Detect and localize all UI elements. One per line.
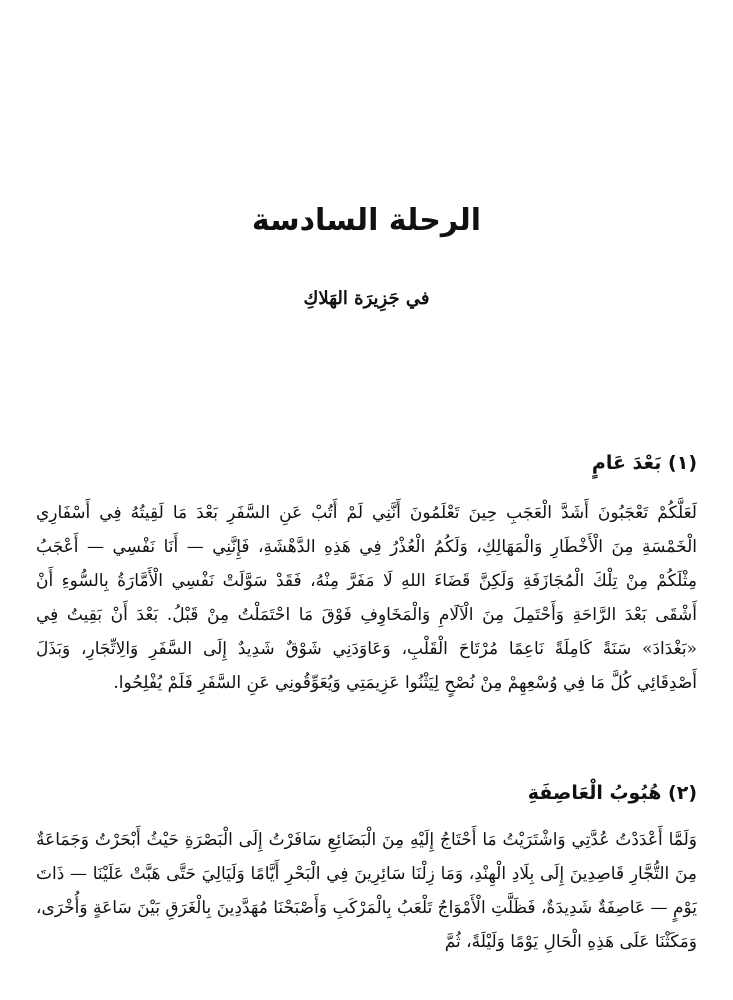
section-paragraph-2: وَلَمَّا أَعْدَدْتُ عُدَّتِي وَاشْتَرَيْتُ مَا أَحْتَاجُ إِلَيْهِ مِنَ الْبَضَائِعِ سَافَرْتُ إِلَى الْبَصْرَةِ حَيْثُ أَبْحَرْتُ وَجَمَاعَةٌ مِنَ التُّجَّارِ قَاصِدِينَ إِلَى بِلَادِ الْهِنْدِ، وَمَا زِلْنَا سَائِرِينَ فِي الْبَحْرِ أَيَّامًا وَلَيَالِيَ حَتَّى هَبَّتْ عَلَيْنَا — ذَاتَ يَوْمٍ — عَاصِفَةٌ شَدِيدَةٌ، فَظَلَّتِ الْأَمْوَاجُ تَلْعَبُ بِالْمَرْكَبِ وَأَصْبَحْنَا مُهَدَّدِينَ بِالْغَرَقِ بَيْنَ سَاعَةٍ وَأُخْرَى، وَمَكَثْنَا عَلَى هَذِهِ الْحَالِ يَوْمًا وَلَيْلَةً، ثُمَّ	[36, 830, 697, 952]
section-heading-2: (٢) هُبُوبُ الْعَاصِفَةِ	[527, 782, 697, 804]
chapter-subtitle: في جَزِيرَة الهَلاكِ	[303, 288, 430, 309]
section-heading-1: (١) بَعْدَ عَامٍ	[591, 452, 697, 474]
chapter-title: الرحلة السادسة	[251, 203, 482, 238]
section-paragraph-1: لَعَلَّكُمْ تَعْجَبُونَ أَشَدَّ الْعَجَبِ حِينَ تَعْلَمُونَ أَنَّنِي لَمْ أَتُبْ عَنِ السَّفَرِ بَعْدَ مَا لَقِيتُهُ فِي أَسْفَارِي الْخَمْسَةِ مِنَ الْأَخْطَارِ وَالْمَهَالِكِ، وَلَكُمُ الْعُذْرُ فِي هَذِهِ الدَّهْشَةِ، فَإِنَّنِي — أَنَا نَفْسِي — أَعْجَبُ مِثْلَكُمْ مِنْ تِلْكَ الْمُجَازَفَةِ وَلَكِنَّ قَضَاءَ اللهِ لَا مَفَرَّ مِنْهُ، فَقَدْ سَوَّلَتْ نَفْسِي الْأَمَّارَةُ بِالسُّوءِ أَنْ أَشْقَى بَعْدَ الرَّاحَةِ وَأَحْتَمِلَ مِنَ الْآلَامِ وَالْمَخَاوِفِ فَوْقَ مَا احْتَمَلْتُ مِنْ قَبْلُ. بَعْدَ أَنْ بَقِيتُ فِي «بَغْدَادَ» سَنَةً كَامِلَةً نَاعِمًا مُرْتَاحَ الْقَلْبِ، وَعَاوَدَنِي شَوْقٌ شَدِيدٌ إِلَى السَّفَرِ وَالِاتِّجَارِ، وَبَذَلَ أَصْدِقَائِي كُلَّ مَا فِي وُسْعِهِمْ مِنْ نُصْحٍ لِيَثْنُوا عَزِيمَتِي وَيُعَوِّقُونِي عَنِ السَّفَرِ فَلَمْ يُفْلِحُوا.	[36, 503, 697, 693]
